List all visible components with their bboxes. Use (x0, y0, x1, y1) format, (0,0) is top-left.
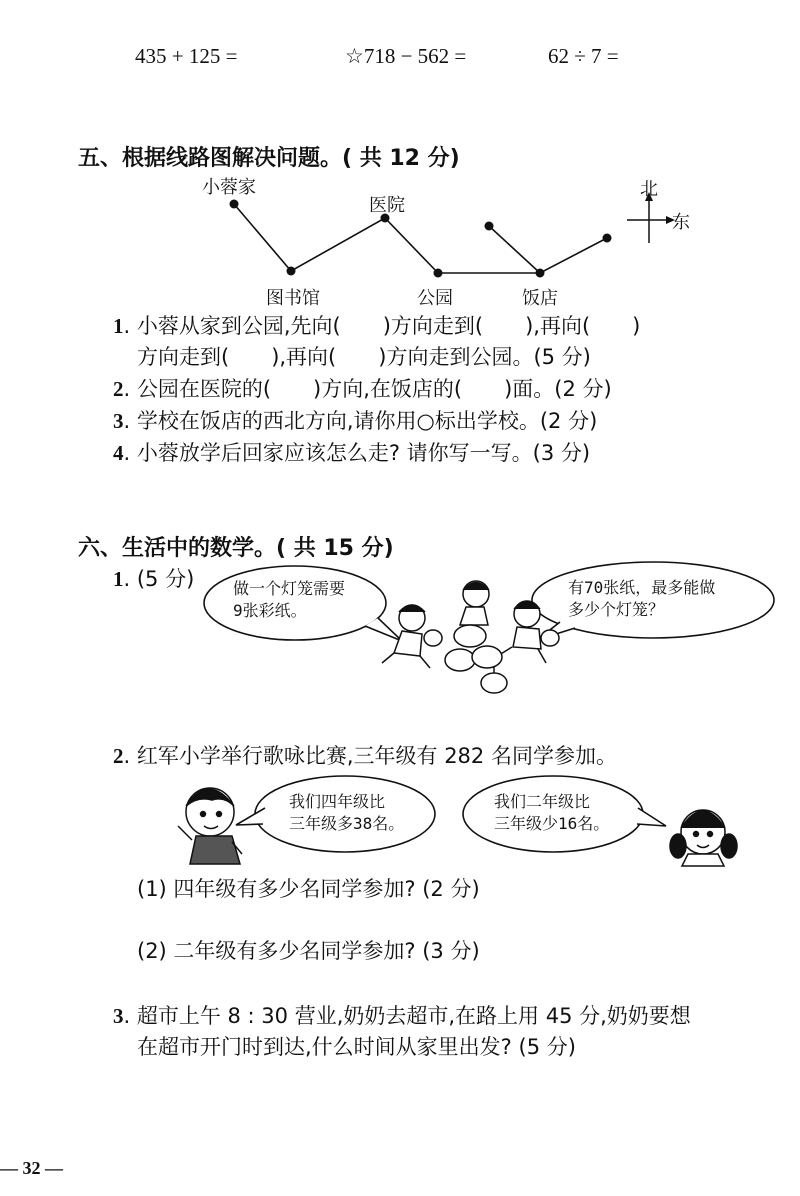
boy-figure (178, 788, 242, 864)
girl-figure (670, 810, 737, 866)
bubble-4-line-1: 我们二年级比 (494, 792, 591, 811)
question-text: . 超市上午 8 : 30 营业,奶奶去超市,在路上用 45 分,奶奶要想 (123, 1004, 691, 1028)
bubble-2-line-1: 有70张纸，最多能做 (568, 578, 716, 597)
question-number: 3 (113, 1004, 124, 1028)
calc-item-2: ☆718 − 562 = (345, 44, 467, 68)
bubble-1-line-1: 做一个灯笼需要 (233, 579, 346, 598)
question-number: 2 (113, 744, 124, 768)
question-text: . 公园在医院的( )方向,在饭店的( )面。(2 分) (123, 377, 612, 401)
bubble-3-line-2: 三年级多38名。 (289, 814, 405, 833)
question-number: 1 (113, 314, 124, 338)
map-label-restaurant: 饭店 (522, 288, 558, 309)
question-text: . 小蓉放学后回家应该怎么走? 请你写一写。(3 分) (123, 441, 591, 465)
bubble-1-line-2: 9张彩纸。 (233, 601, 307, 620)
s5-question-1-line2: 方向走到( ),再向( )方向走到公园。(5 分) (137, 345, 591, 369)
question-text: . (5 分) (123, 567, 195, 591)
question-text: . 小蓉从家到公园,先向( )方向走到( ),再向( ) (123, 314, 641, 338)
compass-north-label: 北 (640, 179, 658, 200)
map-label-park: 公园 (417, 288, 453, 309)
s6-question-3 (113, 1000, 691, 1032)
page-number: — 32 — (0, 1158, 63, 1178)
section6-title: 六、生活中的数学。( 共 15 分) (78, 536, 394, 561)
s6-question-3-line2: 在超市开门时到达,什么时间从家里出发? (5 分) (137, 1035, 576, 1059)
bubble-4-line-2: 三年级少16名。 (494, 814, 610, 833)
map-label-home: 小蓉家 (202, 177, 256, 198)
calc-item-1: 435 + 125 = (135, 44, 238, 68)
bubble-2-line-2: 多少个灯笼？ (568, 600, 665, 619)
calc-item-3: 62 ÷ 7 = (548, 44, 619, 68)
question-number: 3 (113, 409, 124, 433)
question-number: 4 (113, 441, 124, 465)
bubble-3-line-1: 我们四年级比 (289, 792, 386, 811)
map-label-library: 图书馆 (266, 288, 320, 309)
s6-question-2-sub-2: (2) 二年级有多少名同学参加? (3 分) (137, 939, 480, 963)
question-text: . 学校在饭店的西北方向,请你用○标出学校。(2 分) (123, 409, 598, 433)
question-number: 1 (113, 567, 124, 591)
s6-question-2-sub-1: (1) 四年级有多少名同学参加? (2 分) (137, 877, 480, 901)
question-text: . 红军小学举行歌咏比赛,三年级有 282 名同学参加。 (123, 744, 617, 768)
question-number: 2 (113, 377, 124, 401)
map-label-hospital: 医院 (369, 195, 405, 216)
s6-question-2 (113, 740, 617, 772)
section5-title: 五、根据线路图解决问题。( 共 12 分) (78, 146, 460, 171)
compass-east-label: 东 (672, 212, 690, 233)
